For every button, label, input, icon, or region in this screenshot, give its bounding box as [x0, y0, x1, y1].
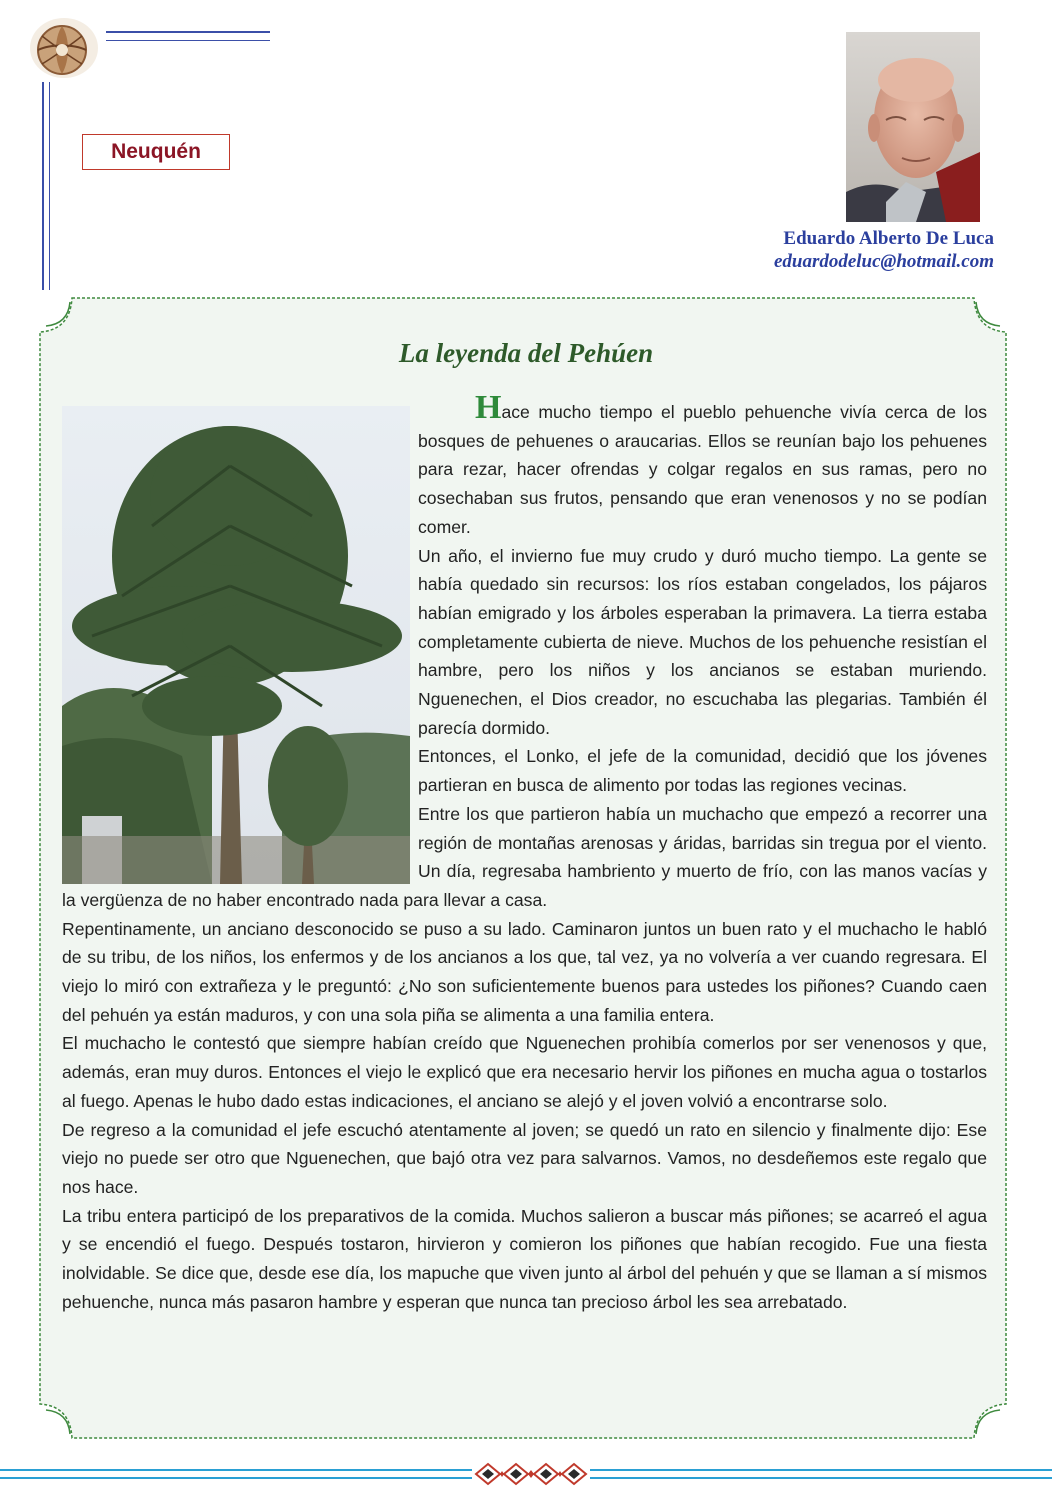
top-decorative-rule [106, 31, 270, 41]
region-label: Neuquén [82, 134, 230, 170]
paragraph: Un año, el invierno fue muy crudo y duró mucho tiempo. La gente se había quedado sin recursos: los ríos estaban congelados, los pájaros habían emigrado y los árboles esperaban la primavera. La tierra estaba completamente cubierta de nieve. Muchos de los pehuenche resistían el hambre, pero los niños y los ancianos se estaban muriendo. Nguenechen, el Dios creador, no escuchaba las plegarias. También él parecía dormido. [418, 545, 987, 738]
author-name: Eduardo Alberto De Luca [783, 228, 994, 249]
left-decorative-rule [42, 82, 50, 290]
paragraph: Repentinamente, un anciano desconocido se puso a su lado. Caminaron juntos un buen rato y el muchacho le habló de su tribu, de los niños, los enfermos y de los ancianos a los que, tal vez, ya no volvería a ver cuando regresara. El viejo lo miró con extrañeza y le preguntó: ¿No son suficientemente buenos para ustedes los piñones? Cuando caen del pehuén ya están maduros, y con una sola piña se alimenta a una familia entera. [62, 918, 987, 1025]
paragraph: El muchacho le contestó que siempre habían creído que Nguenechen prohibía comerlos por ser venenosos y que, además, eran muy duros. Entonces el viejo le explicó que era necesario hervir los piñones en mucha agua o tostarlos al fuego. Apenas le hubo dado estas indicaciones, el anciano se alejó y el joven volvió a encontrarse solo. [62, 1033, 987, 1111]
diamond-pattern-icon [474, 1462, 588, 1486]
paragraph: Entre los que partieron había un muchacho que empezó a recorrer una región de montañas arenosas y áridas, barridas sin tregua por el viento. Un día, regresaba hambriento y muerto de frío, con las manos vacías y la vergüenza de no haber encontrado nada para llevar a casa. [62, 803, 987, 910]
author-email[interactable]: eduardodeluc@hotmail.com [773, 251, 994, 272]
drop-cap: H [475, 389, 502, 426]
paragraph: Hace mucho tiempo el pueblo pehuenche vivía cerca de los bosques de pehuenes o araucarias. Ellos se reunían bajo los pehuenes para rezar, hacer ofrendas y colgar regalos en sus ramas, pero no cosechaban sus frutos, pensando que eran venenosos y no se podían comer. [418, 389, 987, 537]
article-body [62, 389, 987, 1317]
bottom-rule-left [0, 1469, 472, 1479]
article-title: La leyenda del Pehúen [398, 338, 654, 368]
paragraph: De regreso a la comunidad el jefe escuchó atentamente al joven; se quedó un rato en silencio y finalmente dijo: Ese viejo no puede ser otro que Nguenechen, que bajó otra vez para salvarnos. Vamos, no desdeñemos este regalo que nos hace. [62, 1119, 987, 1197]
bottom-rule-right [590, 1469, 1052, 1479]
author-photo [846, 32, 980, 222]
paragraph: Entonces, el Lonko, el jefe de la comunidad, decidió que los jóvenes partieran en busca de alimento por todas las regiones vecinas. [418, 746, 987, 796]
paragraph: La tribu entera participó de los preparativos de la comida. Muchos salieron a buscar más piñones; se acarreó el agua y se encendió el fuego. Después tostaron, hirvieron y comieron los piñones que habían recogido. Fue una fiesta inolvidable. Se dice que, desde ese día, los mapuche que viven junto al árbol del pehuén y que se llaman a sí mismos pehuenche, nunca más pasaron hambre y esperan que nunca tan precioso árbol les sea arrebatado. [62, 1205, 987, 1312]
shell-ornament-icon [26, 14, 102, 80]
